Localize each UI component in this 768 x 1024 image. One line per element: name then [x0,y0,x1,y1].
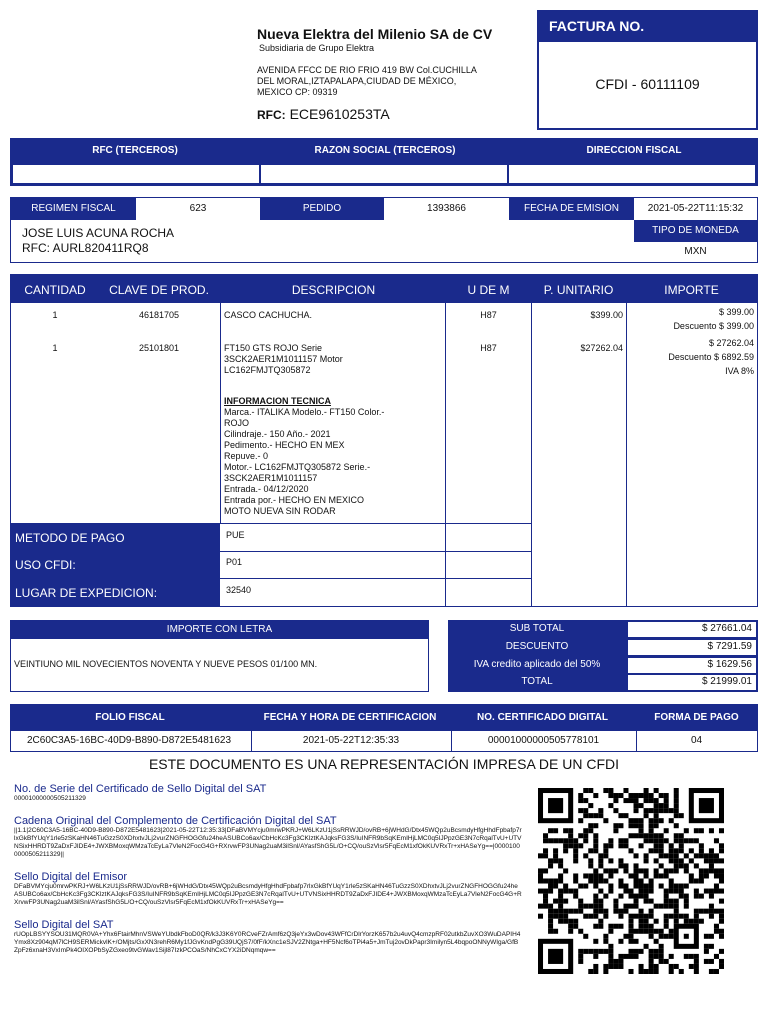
item-1-unit: $399.00 [590,310,623,320]
subtotal-label: SUB TOTAL [509,623,565,634]
info-tecnica: INFORMACION TECNICA Marca.- ITALIKA Modelo.- FT150 Color.- ROJO Cilindraje.- 150 Año.- 2021 Pedimento.- HECHO EN MEX Repuve.- 0 Motor.- LC162FMJTQ305872 Serie.- 3SCK2AER1M1011157 Entrada.- 04/12/2020 Entrada por.- HECHO EN MEXICO MOTO NUEVA SIN RODAR [224,396,385,516]
col-punitario: P. UNITARIO [543,283,614,297]
col-descripcion: DESCRIPCION [291,283,376,297]
importe-letra-label: IMPORTE CON LETRA [11,621,428,639]
metodo-pago-label: METODO DE PAGO [15,531,125,545]
item-1-desc: CASCO CACHUCHA. [224,310,313,320]
col-cantidad: CANTIDAD [24,283,86,297]
razon-social-header: RAZON SOCIAL (TERCEROS) [314,144,456,156]
item-2-clave: 25101801 [138,343,180,353]
payment-labels [11,523,220,606]
sello-sat-label: Sello Digital del SAT [14,919,114,931]
col-clave: CLAVE DE PROD. [109,283,209,297]
col-udem: U DE M [467,283,510,297]
no-cert-value: 00001000000505778101 [487,735,600,746]
item-2-desc: FT150 GTS ROJO Serie 3SCK2AER1M1011157 Motor LC162FMJTQ305872 [224,343,343,375]
regimen-value: 623 [189,203,207,214]
serie-value: 00001000000505211329 [14,795,86,802]
sello-emisor-value: DFaBVMYcju0mrwPKRJ+W6LKzU1jSsRRWJD/ovRB+6jWHdG/Dtx45WQp2uBcsmdyHfgHhdFpbafp7rlxGkBfYUqY1rle5zSKaHN46TuGzzS0XDhxtvJLj2vurZNGFHOGGfu24heASUBCo6ax/CbHcKc3Fg3CKlztKAJqksFG3S/IuINFR9bSqKEmIHjLMC0q5IJPpzGE3N7cRqalTvU+UTVNSixHHRDT9ZaDxFJIDE4+JWXBMoxqWMzaTcEyLa7VleN2FocG4G+RXrvwFP3UNag2uaM3ilSnl/AYasfShG5L/O+CQ/ouSzVlsr5FqEcM1xfOkKUVRxTr+xHASeYg== [14,883,522,906]
subtotal-value: $ 27661.04 [701,623,752,634]
invoice-title: FACTURA NO. [539,12,756,42]
item-1-importe: $ 399.00 Descuento $ 399.00 [673,307,754,331]
invoice-box [537,10,758,130]
serie-label: No. de Serie del Certificado de Sello Digital del SAT [14,783,267,795]
regimen-label: REGIMEN FISCAL [11,198,136,220]
uso-cfdi-value: P01 [226,557,243,567]
cadena-value: ||1.1|2C60C3A5-16BC-40D9-B890-D872E5481623|2021-05-22T12:35:33|DFaBVMYcju0mrwPKRJ+W6LKzU1jSsRRWJD/ovRB+6jWHdG/Dtx45WQp2uBcsmdyHfgHhdFpbafp7rlxGkBfYUqY1rle5zSKaHN46TuGzzS0XDhxtvJLj2vurZNGFHOGGfu24heASUBCo6ax/CbHcKc3Fg3CKlztKAJqksFG3S/IuINFR9bSqKEmIHjLMC0q5IJPpzGE3N7cRqalTvU+UTVNSixHHRDT9ZaDxFJIDE4+JWXBMoxqWMzaTcEyLa7VleN2FocG4G+RXrvwFP3UNag2uaM3ilSnl/AYasfShG5L/O+CQ/ouSzVlsr5FqEcM1xfOkKUVRxTr+xHASeYg==|00001000000505211329|| [14,827,522,858]
razon-social-value [261,165,507,183]
totals-box [448,620,758,692]
forma-pago-header: FORMA DE PAGO [654,712,739,723]
folio-fiscal-value: 2C60C3A5-16BC-40D9-B890-D872E5481623 [26,735,232,746]
lugar-expedicion-value: 32540 [226,585,252,595]
direccion-fiscal-value [509,165,755,183]
issuer-rfc: RFC: ECE9610253TA [257,106,390,122]
importe-letra-text: VEINTIUNO MIL NOVECIENTOS NOVENTA Y NUEVE PESOS 01/100 MN. [14,659,318,669]
invoice-number: CFDI - 60111109 [595,76,700,92]
info-tecnica-title: INFORMACION TECNICA [224,396,331,406]
item-1-qty: 1 [52,310,58,320]
moneda-value: MXN [684,246,707,257]
sello-emisor-label: Sello Digital del Emisor [14,871,128,883]
third-party-values [10,162,758,186]
sello-sat-value: rUOpLBSYYSOU31MQR0VA+Yhx6FtairMhnVSWeYUbdkFboD0QR/k3J3K6Y0RCveFZrAmf6zQ3jeYx3wDov43WFfCrDlrYorzK657b2u4uvQ4cmzpRF02utkbZuvXO3WuDAPIH4Ymx8Xz904qM7lCH9SERMickvlK+/OMjts/GxXN3rehR6My1fJGvKndPgG39UQjS7/0fF/kXnc1eSJV2ZNtga+HF5Ncf6oTPi4a5+JmTuj2ovDkPapr3Imilyn5L4bqpoONNyWIga/GfBZpFz6xnaH3VxImPk4OIXOPbSyZGxeo9tvGWav1Sijl87IzkPCOaS/NhCxCYX2iDNqmqw== [14,931,521,954]
issuer-address: AVENIDA FFCC DE RIO FRIO 419 BW Col.CUCHILLA DEL MORAL,IZTAPALAPA,CIUDAD DE MÉXICO, MEXICO CP: 09319 [257,65,477,97]
footer-text [14,783,522,955]
pedido-label: PEDIDO [260,198,384,220]
cadena-label: Cadena Original del Complemento de Certificación Digital del SAT [14,815,337,827]
item-1-um: H87 [480,310,497,320]
fecha-cert-header: FECHA Y HORA DE CERTIFICACION [263,712,437,723]
folio-fiscal-header: FOLIO FISCAL [95,712,165,723]
issuer-name: Nueva Elektra del Milenio SA de CV [257,26,493,42]
total-value: $ 21999.01 [701,676,752,687]
rfc-terceros-header: RFC (TERCEROS) [92,144,178,156]
cert-header [10,704,758,730]
metodo-pago-value: PUE [226,530,245,540]
issuer-subsidiary: Subsidiaria de Grupo Elektra [259,43,375,53]
importe-letra-box [10,620,429,692]
col-importe: IMPORTE [664,283,719,297]
fecha-emision-value: 2021-05-22T11:15:32 [647,203,744,214]
iva-value: $ 1629.56 [707,659,752,670]
descuento-value: $ 7291.59 [707,641,752,652]
item-1-clave: 46181705 [138,310,180,320]
items-table [10,274,758,607]
item-2-qty: 1 [52,343,58,353]
fiscal-section [10,197,758,263]
item-2-importe: $ 27262.04 Descuento $ 6892.59 IVA 8% [668,338,754,376]
qr-code-icon [538,788,724,974]
item-2-unit: $27262.04 [580,343,623,353]
cfdi-statement: ESTE DOCUMENTO ES UNA REPRESENTACIÓN IMPRESA DE UN CFDI [148,756,620,772]
fecha-cert-value: 2021-05-22T12:35:33 [302,735,400,746]
iva-label: IVA credito aplicado del 50% [473,659,601,670]
total-label: TOTAL [521,676,553,687]
customer-rfc: RFC: AURL820411RQ8 [22,241,149,255]
third-party-header [10,138,758,162]
uso-cfdi-label: USO CFDI: [15,558,76,572]
fecha-emision-label: FECHA DE EMISION [509,198,634,220]
items-header [11,275,757,303]
descuento-label: DESCUENTO [505,641,569,652]
no-cert-header: NO. CERTIFICADO DIGITAL [477,712,608,723]
moneda-label: TIPO DE MONEDA [634,220,757,242]
forma-pago-value: 04 [690,735,703,746]
direccion-fiscal-header: DIRECCION FISCAL [586,144,682,156]
item-2-um: H87 [480,343,497,353]
cert-values [10,730,758,752]
pedido-value: 1393866 [427,203,466,214]
rfc-terceros-value [13,165,259,183]
customer-name: JOSE LUIS ACUNA ROCHA [22,226,175,240]
lugar-expedicion-label: LUGAR DE EXPEDICION: [15,586,158,600]
